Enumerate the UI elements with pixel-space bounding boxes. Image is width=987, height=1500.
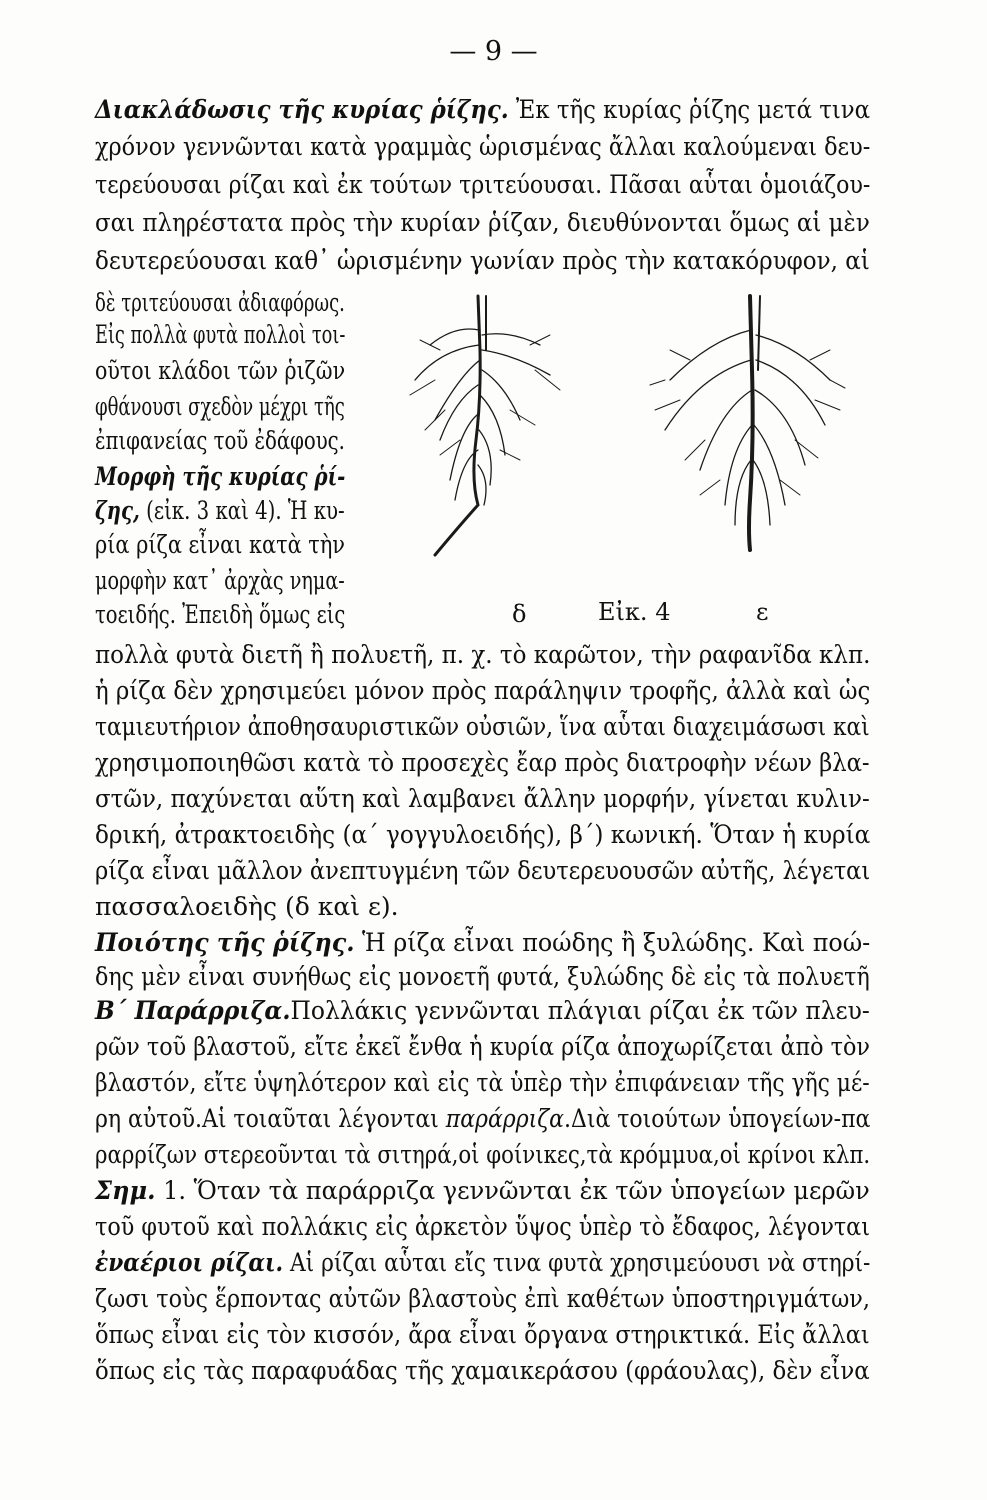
text-line: χρόνον γεννῶνται κατὰ γραμμὰς ὡρισμένας ἄλλαι καλούμεναι δευ- xyxy=(95,132,871,161)
root-figure-epsilon xyxy=(650,296,845,550)
text-line: ταμιευτήριον ἀποθησαυριστικῶν οὐσιῶν, ἵνα αὗται διαχειμάσωσι καὶ xyxy=(95,712,870,741)
text-line: ρη αὐτοῦ.Αἱ τοιαῦται λέγονται παράρριζα.Διὰ τοιούτων ὑπογείων-πα xyxy=(95,1104,871,1133)
text-line: ρίζα εἶναι μᾶλλον ἀνεπτυγμένη τῶν δευτερευουσῶν αὐτῆς, λέγεται xyxy=(95,856,871,885)
term: παράρριζα xyxy=(445,1104,564,1133)
text-line: Β´ Παράρριζα.Πολλάκις γεννῶνται πλάγιαι ρίζαι ἐκ τῶν πλευ- xyxy=(95,996,870,1025)
root-illustration xyxy=(400,290,860,590)
text-line: στῶν, παχύνεται αὕτη καὶ λαμβανει ἄλλην μορφήν, γίνεται κυλιν- xyxy=(95,784,870,813)
text-line: ὅπως εἰς τὰς παραφυάδας τῆς χαμαικεράσου (φράουλας), δὲν εἶνα xyxy=(95,1356,870,1385)
text-line: τοῦ φυτοῦ καὶ πολλάκις εἰς ἀρκετὸν ὕψος ὑπὲρ τὸ ἔδαφος, λέγονται xyxy=(95,1212,870,1241)
text-line: Ποιότης τῆς ῥίζης. Ἡ ρίζα εἶναι ποώδης ἢ ξυλώδης. Καὶ ποώ- xyxy=(95,928,871,957)
figure-label-delta: δ xyxy=(512,600,527,628)
text-line: τοειδής. Ἐπειδὴ ὅμως εἰς xyxy=(95,600,346,629)
text-line: σαι πληρέστατα πρὸς τὴν κυρίαν ῥίζαν, διευθύνονται ὅμως αἱ μὲν xyxy=(95,208,870,237)
text-line: ζης, (εἰκ. 3 καὶ 4). Ἡ κυ- xyxy=(95,496,345,525)
text-line: ὅπως εἶναι εἰς τὸν κισσόν, ἄρα εἶναι ὄργανα στηρικτικά. Εἰς ἄλλαι xyxy=(95,1320,870,1349)
text-line: ἡ ρίζα δὲν χρησιμεύει μόνον πρὸς παράληψιν τροφῆς, ἀλλὰ καὶ ὡς xyxy=(95,676,871,705)
text-line: ρῶν τοῦ βλαστοῦ, εἴτε ἐκεῖ ἔνθα ἡ κυρία ρίζα ἀποχωρίζεται ἀπὸ τὸν xyxy=(95,1032,870,1061)
text-line: τερεύουσαι ρίζαι καὶ ἐκ τούτων τριτεύουσαι. Πᾶσαι αὗται ὁμοιάζου- xyxy=(95,170,871,199)
text-line: Εἰς πολλὰ φυτὰ πολλοὶ τοι- xyxy=(95,320,346,349)
page-number: — 9 — xyxy=(449,36,538,67)
text-line: Διακλάδωσις τῆς κυρίας ῥίζης. Ἐκ τῆς κυρίας ῥίζης μετά τινα xyxy=(95,95,871,124)
text-line: βλαστόν, εἴτε ὑψηλότερον καὶ εἰς τὰ ὑπὲρ τὴν ἐπιφάνειαν τῆς γῆς μέ- xyxy=(95,1068,870,1097)
text-line: χρησιμοποιηθῶσι κατὰ τὸ προσεχὲς ἔαρ πρὸς διατροφὴν νέων βλα- xyxy=(95,748,870,777)
root-drawing xyxy=(400,290,860,590)
text-line: ζωσι τοὺς ἕρποντας αὐτῶν βλαστοὺς ἐπὶ καθέτων ὑποστηριγμάτων, xyxy=(95,1284,870,1313)
text-line: ραρρίζων στερεοῦνται τὰ σιτηρά,οἱ φοίνικες,τὰ κρόμμυα,οἱ κρίνοι κλπ. xyxy=(95,1140,871,1169)
text-line: Σημ. 1. Ὅταν τὰ παράρριζα γεννῶνται ἐκ τῶν ὑπογείων μερῶν xyxy=(95,1176,870,1205)
term: ἐναέριοι ρίζαι. xyxy=(95,1248,284,1277)
text-line: ἐναέριοι ρίζαι. Αἱ ρίζαι αὗται εἴς τινα φυτὰ χρησιμεύουσι νὰ στηρί- xyxy=(95,1248,871,1277)
section-heading: Β´ Παράρριζα. xyxy=(95,996,291,1025)
text-line: δης μὲν εἶναι συνήθως εἰς μονοετῆ φυτά, ξυλώδης δὲ εἰς τὰ πολυετῆ xyxy=(95,962,870,991)
text-line: δρική, ἀτρακτοειδὴς (α´ γογγυλοειδής), β´) κωνική. Ὅταν ἡ κυρία xyxy=(95,820,871,849)
text-line: πολλὰ φυτὰ διετῆ ἢ πολυετῆ, π. χ. τὸ καρῶτον, τὴν ραφανῖδα κλπ. xyxy=(95,640,871,669)
text-line: ἐπιφανείας τοῦ ἐδάφους. xyxy=(95,426,345,455)
figure-caption: Εἰκ. 4 xyxy=(598,598,671,626)
section-heading: Ποιότης τῆς ῥίζης. xyxy=(95,928,355,957)
text-line xyxy=(95,462,345,492)
text-line: ρία ρίζα εἶναι κατὰ τὴν xyxy=(95,530,345,559)
text-line: φθάνουσι σχεδὸν μέχρι τῆς xyxy=(95,392,345,421)
section-heading: Μορφὴ τῆς κυρίας ῥί- xyxy=(95,462,346,491)
text-line: δευτερεύουσαι καθ᾽ ὡρισμένην γωνίαν πρὸς τὴν κατακόρυφον, αἱ xyxy=(95,246,870,275)
section-heading: Σημ. xyxy=(95,1176,156,1205)
text-line: μορφὴν κατ᾽ ἀρχὰς νημα- xyxy=(95,566,345,595)
text-line: οῦτοι κλάδοι τῶν ῥιζῶν xyxy=(95,356,346,385)
section-heading: Διακλάδωσις τῆς κυρίας ῥίζης. xyxy=(95,95,509,124)
figure-label-epsilon: ε xyxy=(756,598,769,626)
root-figure-delta xyxy=(410,296,560,555)
text-line: πασσαλοειδὴς (δ καὶ ε). xyxy=(95,892,399,921)
text-line: δὲ τριτεύουσαι ἀδιαφόρως. xyxy=(95,288,345,317)
